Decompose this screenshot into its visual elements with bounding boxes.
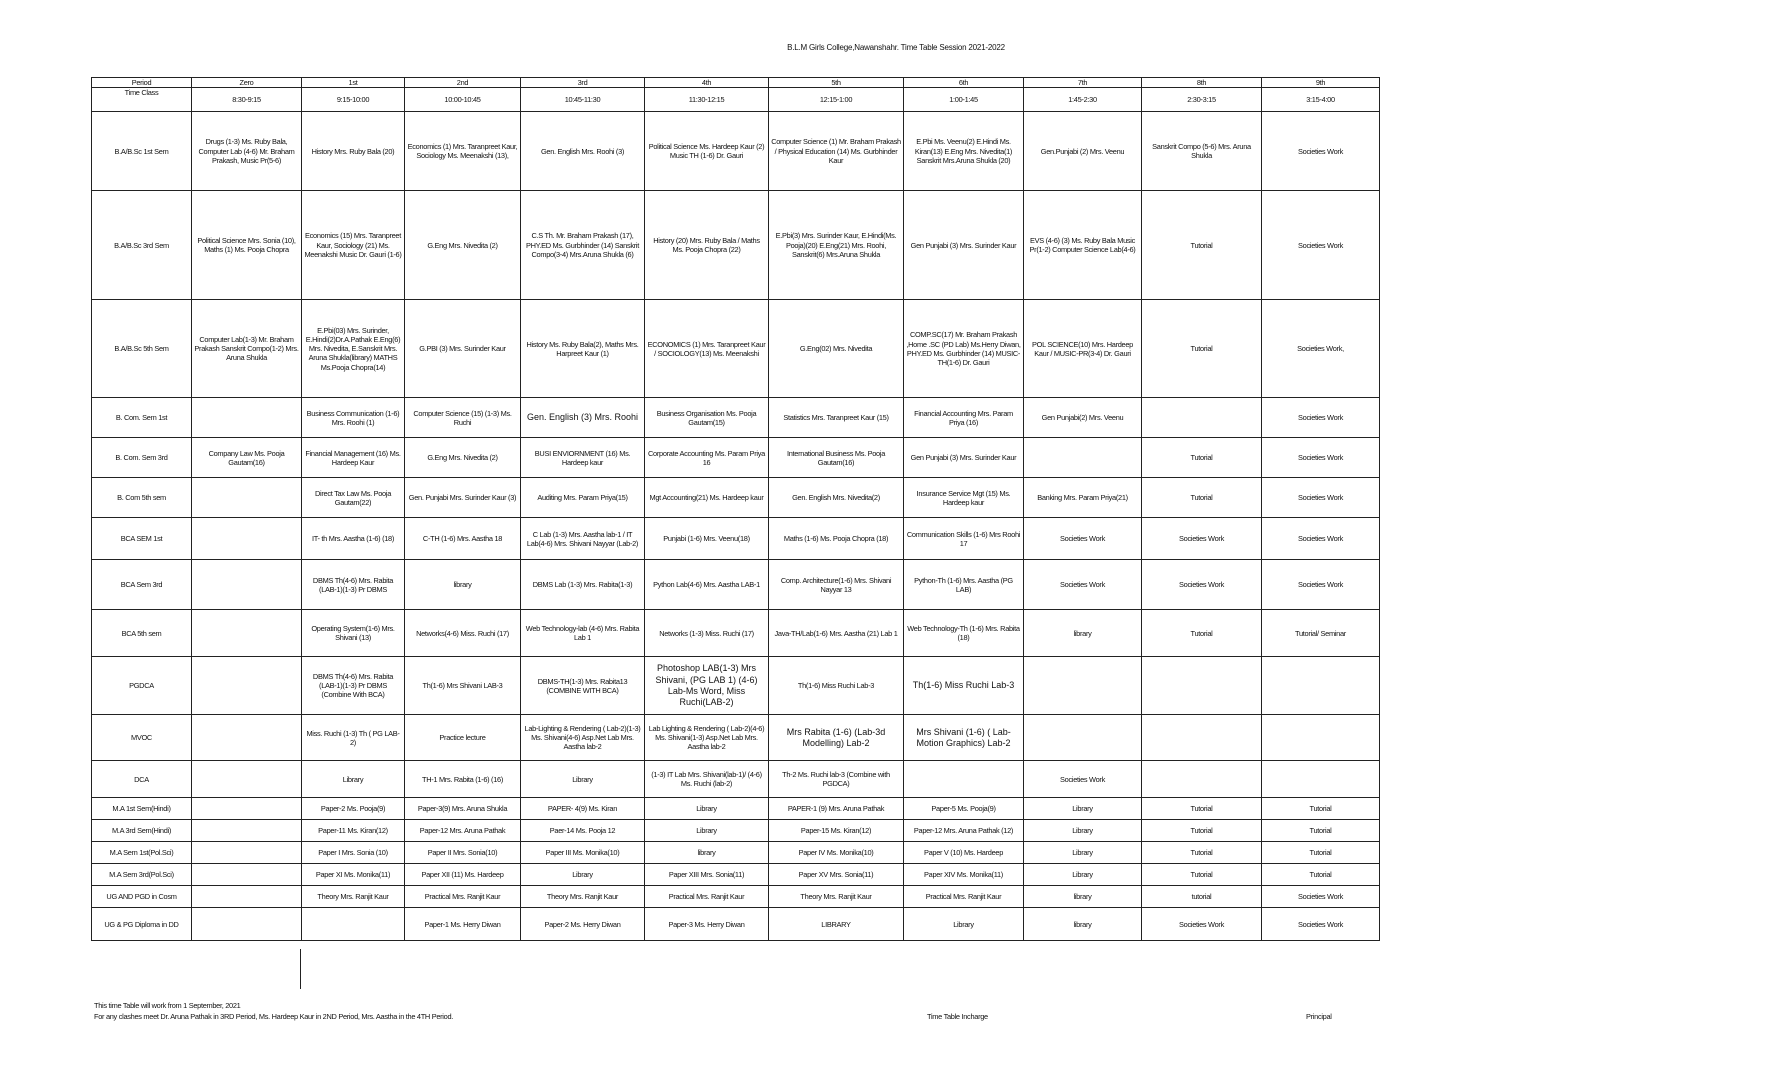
class-name-cell: DCA [92,761,192,798]
schedule-cell: DBMS Th(4-6) Mrs. Rabita (LAB-1)(1-3) Pr DBMS [302,560,405,610]
schedule-cell: Paper-1 Ms. Herry Diwan [405,908,521,941]
schedule-cell [192,478,302,518]
class-name-cell: BCA Sem 3rd [92,560,192,610]
schedule-cell: Computer Science (1) Mr. Braham Prakash / Physical Education (14) Ms. Gurbhinder Kaur [769,112,904,191]
footer-note-start: This time Table will work from 1 September, 2021 [94,1001,241,1010]
class-row [92,560,1380,610]
schedule-cell: library [405,560,521,610]
schedule-cell: Paper III Ms. Monika(10) [521,842,645,864]
schedule-cell: History (20) Mrs. Ruby Bala / Maths Ms. Pooja Chopra (22) [645,191,769,300]
schedule-cell: Paper-12 Mrs. Aruna Pathak (12) [904,820,1024,842]
schedule-cell: Economics (15) Mrs. Taranpreet Kaur, Sociology (21) Ms. Meenakshi Music Dr. Gauri (1-6) [302,191,405,300]
schedule-cell [192,518,302,560]
schedule-cell: Societies Work, [1262,300,1380,398]
schedule-cell: Tutorial [1142,300,1262,398]
class-row [92,908,1380,941]
schedule-cell [904,761,1024,798]
schedule-cell: DBMS Lab (1-3) Mrs. Rabita(1-3) [521,560,645,610]
schedule-cell: Library [1024,864,1142,886]
schedule-cell: Societies Work [1024,560,1142,610]
schedule-cell: Paper V (10) Ms. Hardeep [904,842,1024,864]
schedule-cell: Tutorial [1142,610,1262,657]
document-title: B.L.M Girls College,Nawanshahr. Time Table Session 2021-2022 [787,43,1005,52]
schedule-cell: Paper-3 Ms. Herry Diwan [645,908,769,941]
schedule-cell: Python Lab(4-6) Mrs. Aastha LAB-1 [645,560,769,610]
schedule-cell [192,657,302,715]
schedule-cell: Societies Work [1262,478,1380,518]
schedule-cell: Java-TH/Lab(1-6) Mrs. Aastha (21) Lab 1 [769,610,904,657]
period-header-cell: 2nd [405,78,521,88]
schedule-cell: Computer Lab(1-3) Mr. Braham Prakash Sanskrit Compo(1-2) Mrs. Aruna Shukla [192,300,302,398]
schedule-cell: E.Pbi(03) Mrs. Surinder, E.Hindi(2)Dr.A.Pathak E.Eng(6) Mrs. Nivedita, E.Sanskrit Mrs. Aruna Shukla(library) MATHS Ms.Pooja Chopra(14) [302,300,405,398]
schedule-cell: Library [302,761,405,798]
schedule-cell: Tutorial [1262,820,1380,842]
class-name-cell: M.A Sem 1st(Pol.Sci) [92,842,192,864]
schedule-cell: Paper-5 Ms. Pooja(9) [904,798,1024,820]
schedule-cell: C-TH (1-6) Mrs. Aastha 18 [405,518,521,560]
schedule-cell: Statistics Mrs. Taranpreet Kaur (15) [769,398,904,438]
schedule-cell: Networks (1-3) Miss. Ruchi (17) [645,610,769,657]
schedule-cell: Web Technology-lab (4-6) Mrs. Rabita Lab 1 [521,610,645,657]
schedule-cell: Sanskrit Compo (5-6) Mrs. Aruna Shukla [1142,112,1262,191]
time-cell: 1:00-1:45 [904,88,1024,112]
class-name-cell: MVOC [92,715,192,761]
schedule-cell: Political Science Ms. Hardeep Kaur (2) Music TH (1-6) Dr. Gauri [645,112,769,191]
schedule-cell: International Business Ms. Pooja Gautam(16) [769,438,904,478]
schedule-cell: Paper-12 Mrs. Aruna Pathak [405,820,521,842]
period-header-cell: 3rd [521,78,645,88]
schedule-cell: Gen.Punjabi (2) Mrs. Veenu [1024,112,1142,191]
schedule-cell: Library [645,798,769,820]
period-header-row [92,78,1380,88]
class-row [92,610,1380,657]
schedule-cell: PAPER- 4(9) Ms. Kiran [521,798,645,820]
schedule-cell: library [1024,908,1142,941]
schedule-cell: Operating System(1-6) Mrs. Shivani (13) [302,610,405,657]
time-cell: 8:30-9:15 [192,88,302,112]
class-name-cell: BCA SEM 1st [92,518,192,560]
schedule-cell [192,610,302,657]
schedule-cell [192,842,302,864]
schedule-cell [1142,761,1262,798]
schedule-cell: G.Eng Mrs. Nivedita (2) [405,438,521,478]
class-row [92,820,1380,842]
schedule-cell: Practice lecture [405,715,521,761]
schedule-cell: Maths (1-6) Ms. Pooja Chopra (18) [769,518,904,560]
schedule-cell: library [1024,610,1142,657]
schedule-cell: Tutorial [1262,798,1380,820]
schedule-cell: Business Communication (1-6) Mrs. Roohi (1) [302,398,405,438]
time-cell: 1:45-2:30 [1024,88,1142,112]
timetable-body [92,112,1380,941]
schedule-cell: Societies Work [1262,886,1380,908]
schedule-cell: Comp. Architecture(1-6) Mrs. Shivani Nayyar 13 [769,560,904,610]
schedule-cell: Tutorial [1262,864,1380,886]
schedule-cell: Societies Work [1262,398,1380,438]
period-header-cell: 6th [904,78,1024,88]
schedule-cell: tutorial [1142,886,1262,908]
schedule-cell: Business Organisation Ms. Pooja Gautam(15) [645,398,769,438]
schedule-cell: Library [521,864,645,886]
schedule-cell: Societies Work [1262,191,1380,300]
time-row [92,88,1380,112]
period-header-cell: 8th [1142,78,1262,88]
schedule-cell: library [1024,886,1142,908]
class-name-cell: B. Com. Sem 3rd [92,438,192,478]
schedule-cell: Tutorial [1142,820,1262,842]
schedule-cell: Photoshop LAB(1-3) Mrs Shivani, (PG LAB 1) (4-6) Lab-Ms Word, Miss Ruchi(LAB-2) [645,657,769,715]
class-row [92,438,1380,478]
schedule-cell: Societies Work [1262,438,1380,478]
period-header-cell: 9th [1262,78,1380,88]
class-row [92,518,1380,560]
schedule-cell: Gen Punjabi(2) Mrs. Veenu [1024,398,1142,438]
schedule-cell: Tutorial/ Seminar [1262,610,1380,657]
schedule-cell: library [645,842,769,864]
schedule-cell: Societies Work [1024,761,1142,798]
schedule-cell [1262,657,1380,715]
class-name-cell: M.A 1st Sem(Hindi) [92,798,192,820]
schedule-cell: Communication Skills (1-6) Mrs Roohi 17 [904,518,1024,560]
class-row [92,715,1380,761]
time-cell: 11:30-12:15 [645,88,769,112]
class-row [92,398,1380,438]
time-class-label: Time Class [92,88,192,112]
schedule-cell: PAPER-1 (9) Mrs. Aruna Pathak [769,798,904,820]
schedule-cell [1262,761,1380,798]
table-tail-line [300,949,301,989]
time-cell: 2:30-3:15 [1142,88,1262,112]
schedule-cell: Gen Punjabi (3) Mrs. Surinder Kaur [904,191,1024,300]
footer-principal: Principal [1306,1012,1332,1021]
schedule-cell: Library [1024,820,1142,842]
schedule-cell: E.Pbi Ms. Veenu(2) E.Hindi Ms. Kiran(13) E.Eng Mrs. Nivedita(1) Sanskrit Mrs.Aruna Shukla (20) [904,112,1024,191]
time-cell: 10:45-11:30 [521,88,645,112]
schedule-cell: Societies Work [1262,112,1380,191]
schedule-cell [192,798,302,820]
schedule-cell: Mrs Rabita (1-6) (Lab-3d Modelling) Lab-2 [769,715,904,761]
schedule-cell: Practical Mrs. Ranjit Kaur [904,886,1024,908]
schedule-cell: LIBRARY [769,908,904,941]
class-name-cell: UG AND PGD in Cosm [92,886,192,908]
class-name-cell: B.A/B.Sc 3rd Sem [92,191,192,300]
schedule-cell [1142,657,1262,715]
schedule-cell [192,864,302,886]
period-header-cell: Zero [192,78,302,88]
schedule-cell: Paer-14 Ms. Pooja 12 [521,820,645,842]
schedule-cell: Societies Work [1262,560,1380,610]
class-row [92,886,1380,908]
class-name-cell: M.A 3rd Sem(Hindi) [92,820,192,842]
class-row [92,657,1380,715]
schedule-cell: G.Eng(02) Mrs. Nivedita [769,300,904,398]
schedule-cell [302,908,405,941]
time-cell: 3:15-4:00 [1262,88,1380,112]
class-row [92,761,1380,798]
schedule-cell: Tutorial [1142,438,1262,478]
time-cell: 12:15-1:00 [769,88,904,112]
schedule-cell: Library [904,908,1024,941]
class-name-cell: UG & PG Diploma in DD [92,908,192,941]
schedule-cell: Societies Work [1142,908,1262,941]
schedule-cell [1024,657,1142,715]
schedule-cell: Tutorial [1142,842,1262,864]
schedule-cell: Paper XV Mrs. Sonia(11) [769,864,904,886]
period-header-cell: 7th [1024,78,1142,88]
schedule-cell: Paper XIII Mrs. Sonia(11) [645,864,769,886]
schedule-cell: C.S Th. Mr. Braham Prakash (17), PHY.ED Ms. Gurbhinder (14) Sanskrit Compo(3-4) Mrs.Aruna Shukla (6) [521,191,645,300]
schedule-cell: DBMS Th(4-6) Mrs. Rabita (LAB-1)(1-3) Pr DBMS (Combine With BCA) [302,657,405,715]
schedule-cell: Tutorial [1142,798,1262,820]
schedule-cell: History Ms. Ruby Bala(2), Maths Mrs. Harpreet Kaur (1) [521,300,645,398]
schedule-cell: Direct Tax Law Ms. Pooja Gautam(22) [302,478,405,518]
footer-incharge: Time Table Incharge [927,1012,988,1021]
schedule-cell: Banking Mrs. Param Priya(21) [1024,478,1142,518]
schedule-cell: Theory Mrs. Ranjit Kaur [521,886,645,908]
period-label: Period [92,78,192,88]
schedule-cell: (1-3) IT Lab Mrs. Shivani(lab-1)/ (4-6) Ms. Ruchi (lab-2) [645,761,769,798]
schedule-cell: Paper-2 Ms. Pooja(9) [302,798,405,820]
class-name-cell: B.A/B.Sc 1st Sem [92,112,192,191]
class-row [92,191,1380,300]
schedule-cell: Th(1-6) Miss Ruchi Lab-3 [904,657,1024,715]
schedule-cell: Mrs Shivani (1-6) ( Lab-Motion Graphics) Lab-2 [904,715,1024,761]
class-name-cell: PGDCA [92,657,192,715]
schedule-cell: Library [521,761,645,798]
schedule-cell: Theory Mrs. Ranjit Kaur [302,886,405,908]
schedule-cell [192,886,302,908]
schedule-cell [192,761,302,798]
schedule-cell [1024,715,1142,761]
schedule-cell: Tutorial [1262,842,1380,864]
class-row [92,112,1380,191]
schedule-cell: Gen. English Mrs. Nivedita(2) [769,478,904,518]
schedule-cell: COMP.SC(17) Mr. Braham Prakash ,Home .SC (PD Lab) Ms.Herry Diwan, PHY.ED Ms. Gurbhinder (14) MUSIC-TH(1-6) Dr. Gauri [904,300,1024,398]
timetable [91,77,1380,941]
schedule-cell: Miss. Ruchi (1-3) Th ( PG LAB-2) [302,715,405,761]
schedule-cell: Lab-Lighting & Rendering ( Lab-2)(1-3) Ms. Shivani(4-6) Asp.Net Lab Mrs. Aastha lab-2 [521,715,645,761]
class-name-cell: M.A Sem 3rd(Pol.Sci) [92,864,192,886]
schedule-cell [1142,398,1262,438]
class-name-cell: BCA 5th sem [92,610,192,657]
schedule-cell: G.Eng Mrs. Nivedita (2) [405,191,521,300]
schedule-cell: IT- th Mrs. Aastha (1-6) (18) [302,518,405,560]
schedule-cell: History Mrs. Ruby Bala (20) [302,112,405,191]
schedule-cell: Financial Accounting Mrs. Param Priya (16) [904,398,1024,438]
schedule-cell [192,820,302,842]
time-cell: 10:00-10:45 [405,88,521,112]
schedule-cell: Tutorial [1142,191,1262,300]
schedule-cell: Th-2 Ms. Ruchi lab-3 (Combine with PGDCA) [769,761,904,798]
schedule-cell: Library [1024,798,1142,820]
schedule-cell: Societies Work [1262,908,1380,941]
schedule-cell: Tutorial [1142,864,1262,886]
schedule-cell: Corporate Accounting Ms. Param Priya 16 [645,438,769,478]
schedule-cell: Networks(4-6) Miss. Ruchi (17) [405,610,521,657]
schedule-cell: Societies Work [1142,518,1262,560]
schedule-cell [1142,715,1262,761]
schedule-cell: POL SCIENCE(10) Mrs. Hardeep Kaur / MUSIC-PR(3-4) Dr. Gauri [1024,300,1142,398]
schedule-cell: Gen. English Mrs. Roohi (3) [521,112,645,191]
schedule-cell: Python-Th (1-6) Mrs. Aastha (PG LAB) [904,560,1024,610]
schedule-cell: Societies Work [1142,560,1262,610]
schedule-cell: Gen Punjabi (3) Mrs. Surinder Kaur [904,438,1024,478]
schedule-cell: Political Science Mrs. Sonia (10), Maths (1) Ms. Pooja Chopra [192,191,302,300]
class-row [92,300,1380,398]
schedule-cell: Mgt Accounting(21) Ms. Hardeep kaur [645,478,769,518]
schedule-cell: Company Law Ms. Pooja Gautam(16) [192,438,302,478]
class-row [92,798,1380,820]
schedule-cell: Web Technology-Th (1-6) Mrs. Rabita (18) [904,610,1024,657]
class-name-cell: B. Com 5th sem [92,478,192,518]
schedule-cell: Theory Mrs. Ranjit Kaur [769,886,904,908]
schedule-cell: Paper-2 Ms. Herry Diwan [521,908,645,941]
schedule-cell: E.Pbi(3) Mrs. Surinder Kaur, E.Hindi(Ms. Pooja)(20) E.Eng(21) Mrs. Roohi, Sanskrit(6) Mrs.Aruna Shukla [769,191,904,300]
schedule-cell: Tutorial [1142,478,1262,518]
period-header-cell: 4th [645,78,769,88]
schedule-cell: Insurance Service Mgt (15) Ms. Hardeep kaur [904,478,1024,518]
time-cell: 9:15-10:00 [302,88,405,112]
schedule-cell: Th(1-6) Miss Ruchi Lab-3 [769,657,904,715]
schedule-cell: Library [645,820,769,842]
footer-note-clashes: For any clashes meet Dr. Aruna Pathak in 3RD Period, Ms. Hardeep Kaur in 2ND Period, Mrs. Aastha in the 4TH Period. [94,1012,454,1021]
schedule-cell: TH-1 Mrs. Rabita (1-6) (16) [405,761,521,798]
period-header-cell: 5th [769,78,904,88]
schedule-cell: Paper II Mrs. Sonia(10) [405,842,521,864]
schedule-cell: Gen. English (3) Mrs. Roohi [521,398,645,438]
schedule-cell: Library [1024,842,1142,864]
schedule-cell: DBMS-TH(1-3) Mrs. Rabita13 (COMBINE WITH BCA) [521,657,645,715]
schedule-cell: Auditing Mrs. Param Priya(15) [521,478,645,518]
period-header-cell: 1st [302,78,405,88]
schedule-cell: Practical Mrs. Ranjit Kaur [405,886,521,908]
schedule-cell: Gen. Punjabi Mrs. Surinder Kaur (3) [405,478,521,518]
schedule-cell: Computer Science (15) (1-3) Ms. Ruchi [405,398,521,438]
schedule-cell: Paper XII (11) Ms. Hardeep [405,864,521,886]
schedule-cell [1262,715,1380,761]
schedule-cell [192,398,302,438]
schedule-cell: Societies Work [1024,518,1142,560]
schedule-cell [192,715,302,761]
schedule-cell: BUSI ENVIORNMENT (16) Ms. Hardeep kaur [521,438,645,478]
schedule-cell: Punjabi (1-6) Mrs. Veenu(18) [645,518,769,560]
schedule-cell [192,908,302,941]
schedule-cell: Paper-3(9) Mrs. Aruna Shukla [405,798,521,820]
schedule-cell: Th(1-6) Mrs Shivani LAB-3 [405,657,521,715]
schedule-cell: EVS (4-6) (3) Ms. Ruby Bala Music Pr(1-2) Computer Science Lab(4-6) [1024,191,1142,300]
class-row [92,842,1380,864]
schedule-cell: C Lab (1-3) Mrs. Aastha lab-1 / IT Lab(4-6) Mrs. Shivani Nayyar (Lab-2) [521,518,645,560]
schedule-cell: Paper-15 Ms. Kiran(12) [769,820,904,842]
class-row [92,864,1380,886]
schedule-cell: Lab Lighting & Rendering ( Lab-2)(4-6) Ms. Shivani(1-3) Asp.Net Lab Mrs. Aastha lab-2 [645,715,769,761]
schedule-cell: Societies Work [1262,518,1380,560]
schedule-cell [1024,438,1142,478]
schedule-cell: G.PBI (3) Mrs. Surinder Kaur [405,300,521,398]
schedule-cell: Paper-11 Ms. Kiran(12) [302,820,405,842]
schedule-cell: Paper I Mrs. Sonia (10) [302,842,405,864]
class-name-cell: B.A/B.Sc 5th Sem [92,300,192,398]
schedule-cell: Paper IV Ms. Monika(10) [769,842,904,864]
schedule-cell: Paper XI Ms. Monika(11) [302,864,405,886]
schedule-cell: Practical Mrs. Ranjit Kaur [645,886,769,908]
schedule-cell [192,560,302,610]
schedule-cell: Financial Management (16) Ms. Hardeep Kaur [302,438,405,478]
class-name-cell: B. Com. Sem 1st [92,398,192,438]
schedule-cell: Paper XIV Ms. Monika(11) [904,864,1024,886]
schedule-cell: Drugs (1-3) Ms. Ruby Bala, Computer Lab (4-6) Mr. Braham Prakash, Music Pr(5-6) [192,112,302,191]
class-row [92,478,1380,518]
schedule-cell: ECONOMICS (1) Mrs. Taranpreet Kaur / SOCIOLOGY(13) Ms. Meenakshi [645,300,769,398]
schedule-cell: Economics (1) Mrs. Taranpreet Kaur, Sociology Ms. Meenakshi (13), [405,112,521,191]
